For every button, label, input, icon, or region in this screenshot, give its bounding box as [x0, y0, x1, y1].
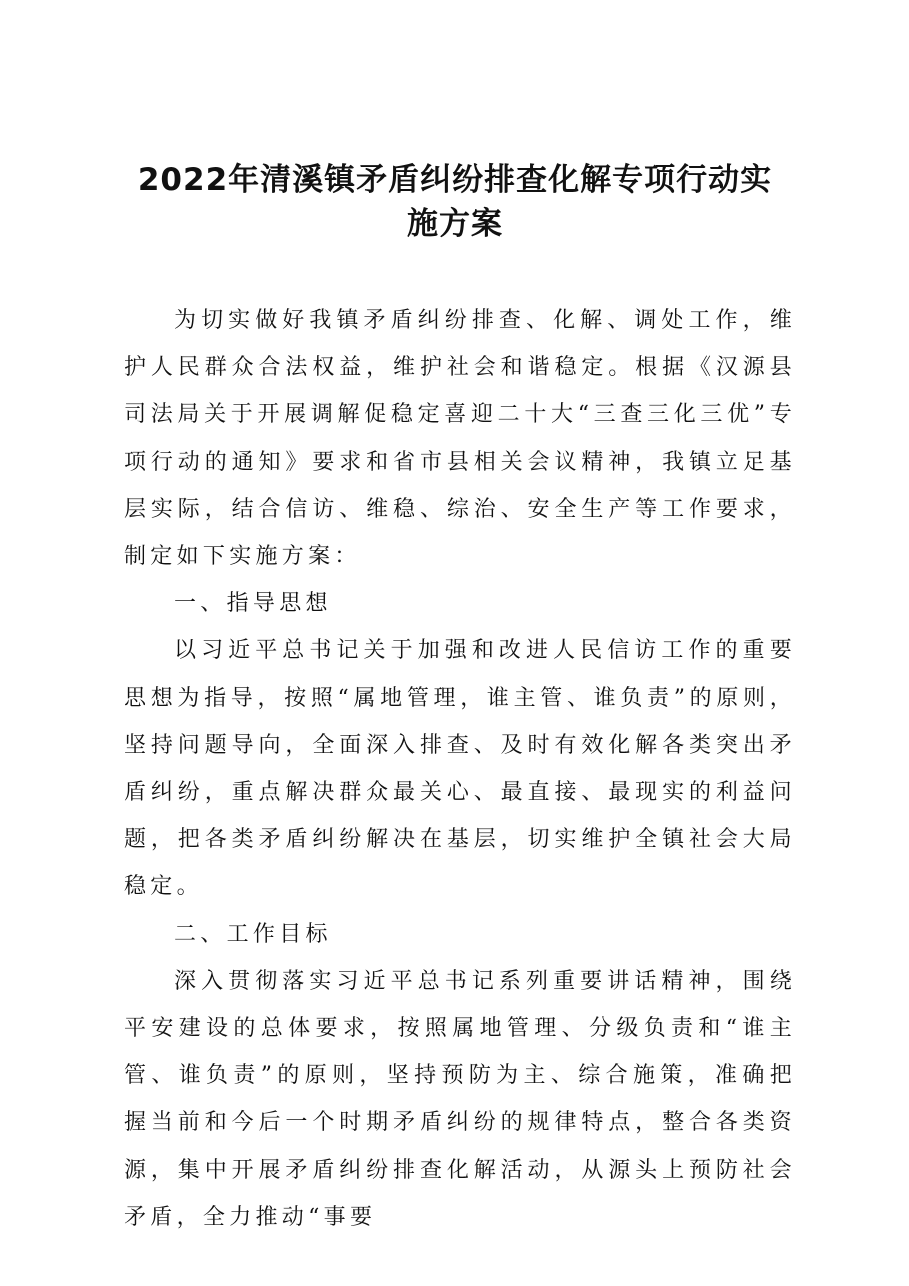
section-heading-work-goals: 二、工作目标 [174, 921, 332, 947]
document-title-line-2: 施方案 [407, 206, 503, 242]
document-body [124, 297, 796, 1241]
section-heading-guiding-ideology: 一、指导思想 [174, 591, 332, 617]
document-title [110, 158, 800, 246]
intro-paragraph: 为切实做好我镇矛盾纠纷排查、化解、调处工作，维护人民群众合法权益，维护社会和谐稳定。根据《汉源县司法局关于开展调解促稳定喜迎二十大“三查三化三优”专项行动的通知》要求和省市县相关会议精神，我镇立足基层实际，结合信访、维稳、综治、安全生产等工作要求，制定如下实施方案： [124, 308, 796, 570]
document-title-line-1: 2022年清溪镇矛盾纠纷排查化解专项行动实 [137, 162, 773, 198]
section-paragraph-guiding-ideology: 以习近平总书记关于加强和改进人民信访工作的重要思想为指导，按照“属地管理，谁主管、谁负责”的原则，坚持问题导向，全面深入排查、及时有效化解各类突出矛盾纠纷，重点解决群众最关心、最直接、最现实的利益问题，把各类矛盾纠纷解决在基层，切实维护全镇社会大局稳定。 [124, 638, 796, 900]
section-paragraph-work-goals: 深入贯彻落实习近平总书记系列重要讲话精神，围绕平安建设的总体要求，按照属地管理、分级负责和“谁主管、谁负责”的原则，坚持预防为主、综合施策，准确把握当前和今后一个时期矛盾纠纷的规律特点，整合各类资源，集中开展矛盾纠纷排查化解活动，从源头上预防社会矛盾，全力推动“事要 [124, 968, 796, 1230]
